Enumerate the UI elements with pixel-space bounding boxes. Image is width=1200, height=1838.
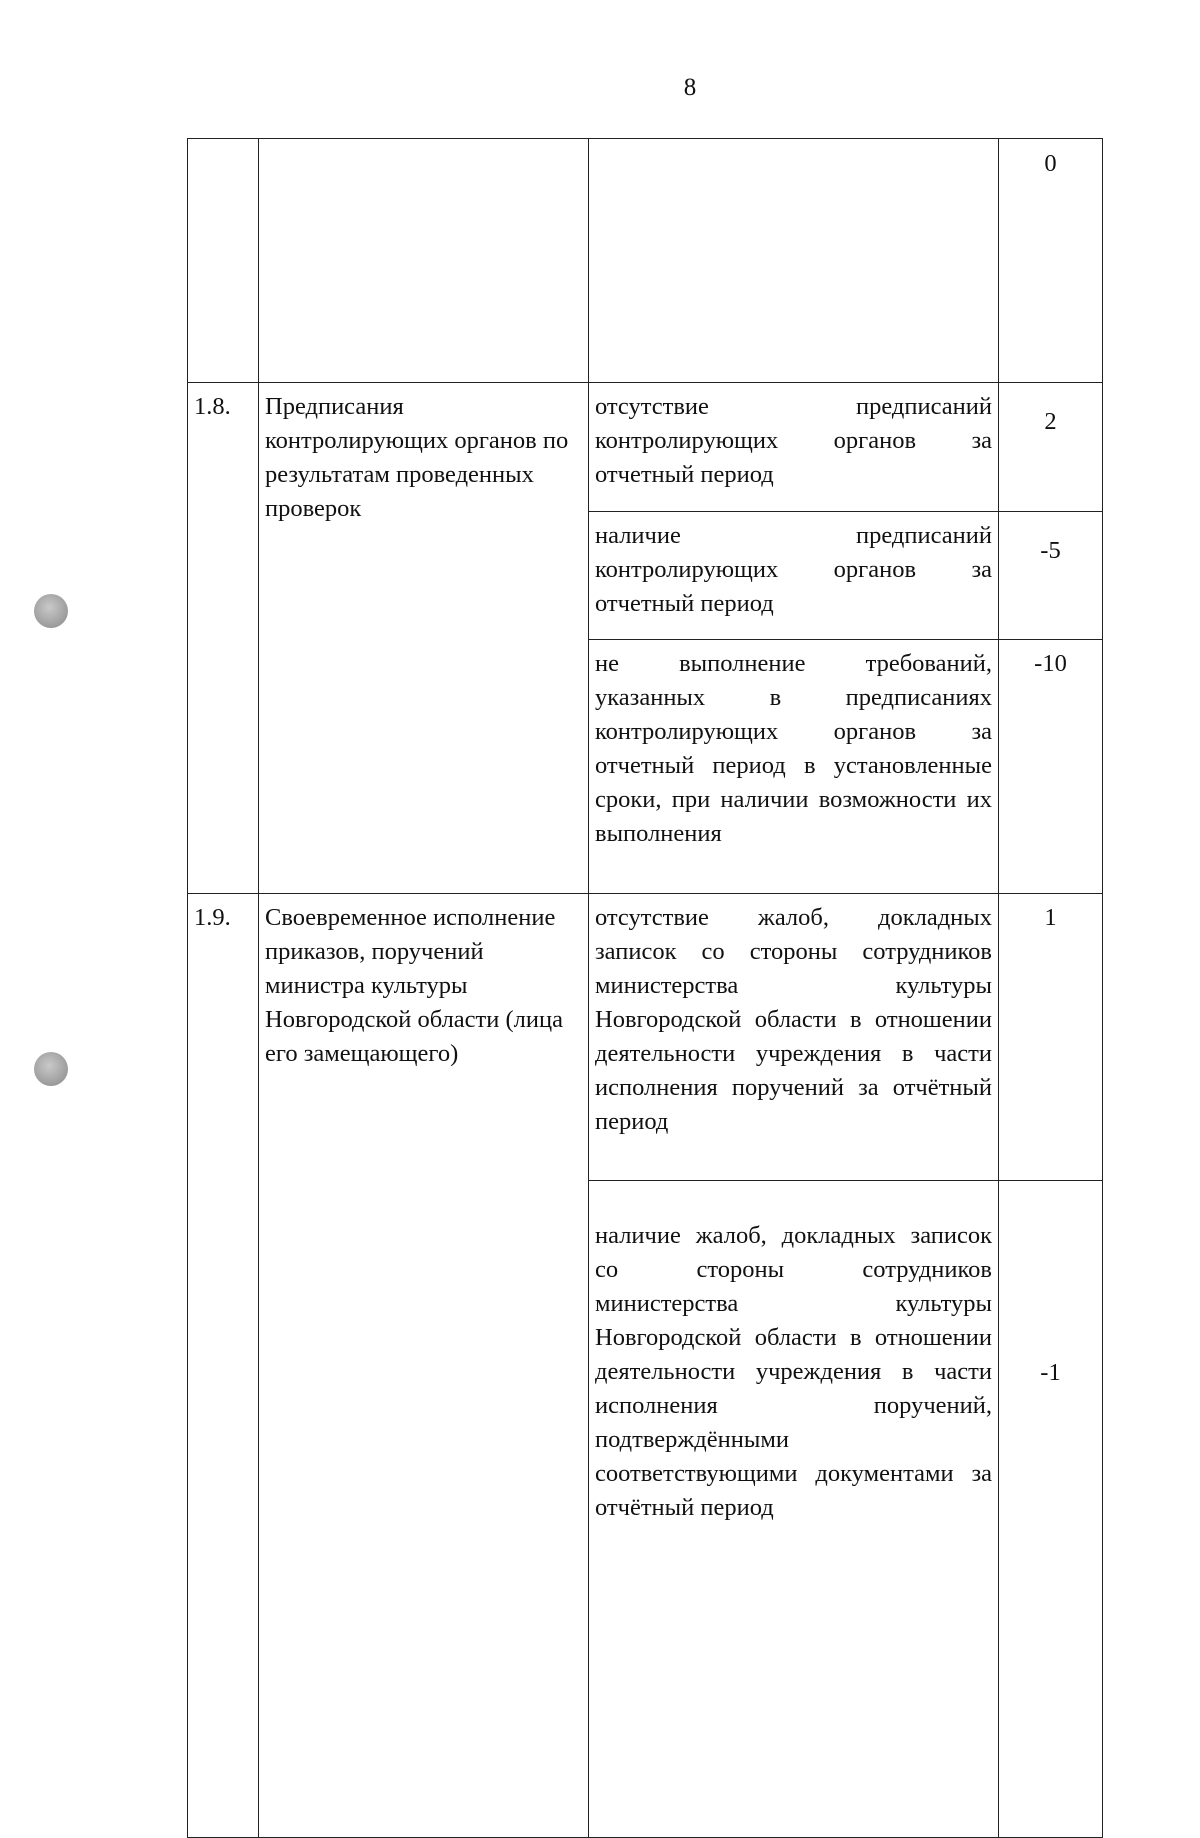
punch-hole-bottom [34, 1052, 68, 1086]
item-score: 2 [999, 383, 1103, 512]
table-row [188, 894, 1103, 1181]
page-number: 8 [683, 74, 697, 101]
item-condition: отсутствие предписаний контролирующих органов за отчетный период [589, 383, 999, 512]
table-row [188, 383, 1103, 512]
criteria-table [187, 138, 1103, 1838]
item-score: 0 [999, 139, 1103, 383]
item-condition: наличие предписаний контролирующих органов за отчетный период [589, 512, 999, 640]
item-condition: наличие жалоб, докладных записок со стороны сотрудников министерства культуры Новгородской области в отношении деятельности учреждения в части исполнения поручений, подтверждёнными соответствующими документами за отчётный период [589, 1181, 999, 1838]
item-name: Предписания контролирующих органов по результатам проведенных проверок [259, 383, 589, 894]
item-condition: отсутствие жалоб, докладных записок со стороны сотрудников министерства культуры Новгородской области в отношении деятельности учреждения в части исполнения поручений за отчётный период [589, 894, 999, 1181]
punch-hole-top [34, 594, 68, 628]
item-name: Своевременное исполнение приказов, поручений министра культуры Новгородской области (лица его замещающего) [259, 894, 589, 1838]
item-score: -10 [999, 640, 1103, 894]
item-score: -5 [999, 512, 1103, 640]
item-score: 1 [999, 894, 1103, 1181]
item-number: 1.8. [188, 383, 259, 894]
item-condition [589, 139, 999, 383]
item-name [259, 139, 589, 383]
table-row [188, 139, 1103, 383]
item-score: -1 [999, 1181, 1103, 1838]
item-number [188, 139, 259, 383]
item-number: 1.9. [188, 894, 259, 1838]
item-condition: не выполнение требований, указанных в предписаниях контролирующих органов за отчетный период в установленные сроки, при наличии возможности их выполнения [589, 640, 999, 894]
